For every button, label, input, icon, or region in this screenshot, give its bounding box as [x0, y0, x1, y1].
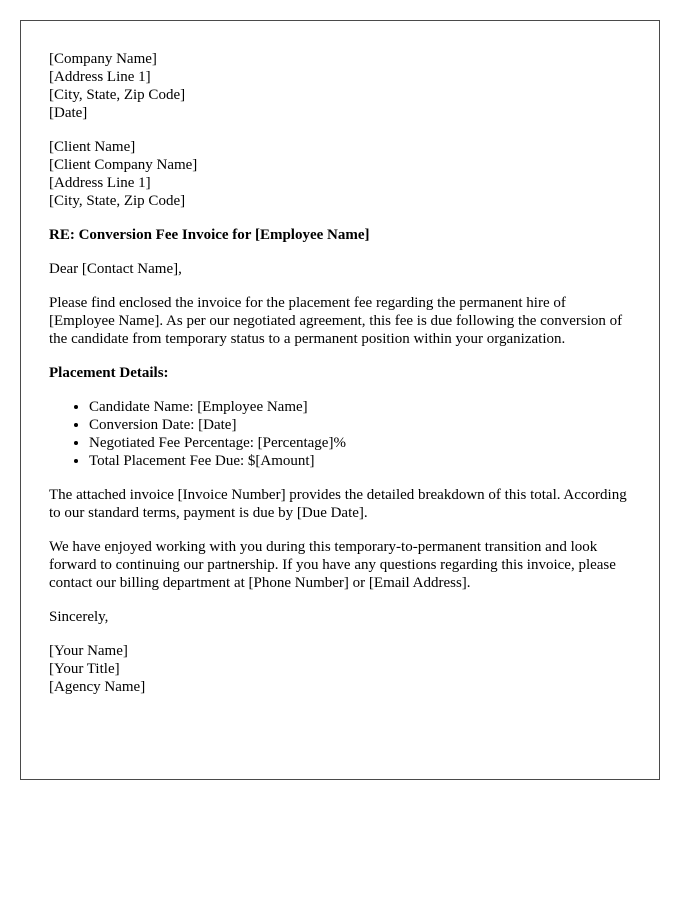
subject-line: RE: Conversion Fee Invoice for [Employee Name]	[49, 227, 370, 243]
signature-agency: [Agency Name]	[49, 679, 146, 695]
signature-block	[49, 642, 631, 696]
placement-details-heading: Placement Details:	[49, 365, 169, 381]
sign-off: Sincerely,	[49, 609, 109, 625]
invoice-paragraph: The attached invoice [Invoice Number] provides the detailed breakdown of this total. According to our standard terms, payment is due by [Due Date].	[49, 487, 627, 521]
detail-candidate-name: • Candidate Name: [Employee Name]	[89, 398, 631, 416]
recipient-address-line-1: [Address Line 1]	[49, 175, 151, 191]
closing-paragraph: We have enjoyed working with you during this temporary-to-permanent transition and look forward to continuing our partnership. If you have any questions regarding this invoice, please contact our billing department at [Phone Number] or [Email Address].	[49, 539, 616, 591]
placement-details-list	[49, 398, 631, 470]
recipient-company-name: [Client Company Name]	[49, 157, 198, 173]
detail-fee-percentage: • Negotiated Fee Percentage: [Percentage]%	[89, 434, 631, 452]
salutation: Dear [Contact Name],	[49, 261, 182, 277]
sender-address-block	[49, 50, 631, 122]
detail-conversion-date: • Conversion Date: [Date]	[89, 416, 631, 434]
recipient-address-block	[49, 138, 631, 210]
sender-company-name: [Company Name]	[49, 51, 157, 67]
sender-city-state-zip: [City, State, Zip Code]	[49, 87, 186, 103]
letter-page	[20, 20, 660, 780]
sender-address-line-1: [Address Line 1]	[49, 69, 151, 85]
signature-name: [Your Name]	[49, 643, 128, 659]
intro-paragraph: Please find enclosed the invoice for the placement fee regarding the permanent hire of [Employee Name]. As per our negotiated agreement, this fee is due following the conversion of the candidate from temporary status to a permanent position within your organization.	[49, 295, 623, 347]
signature-title: [Your Title]	[49, 661, 120, 677]
detail-total-fee: • Total Placement Fee Due: $[Amount]	[89, 452, 631, 470]
letter-date: [Date]	[49, 105, 88, 121]
recipient-city-state-zip: [City, State, Zip Code]	[49, 193, 186, 209]
recipient-client-name: [Client Name]	[49, 139, 136, 155]
